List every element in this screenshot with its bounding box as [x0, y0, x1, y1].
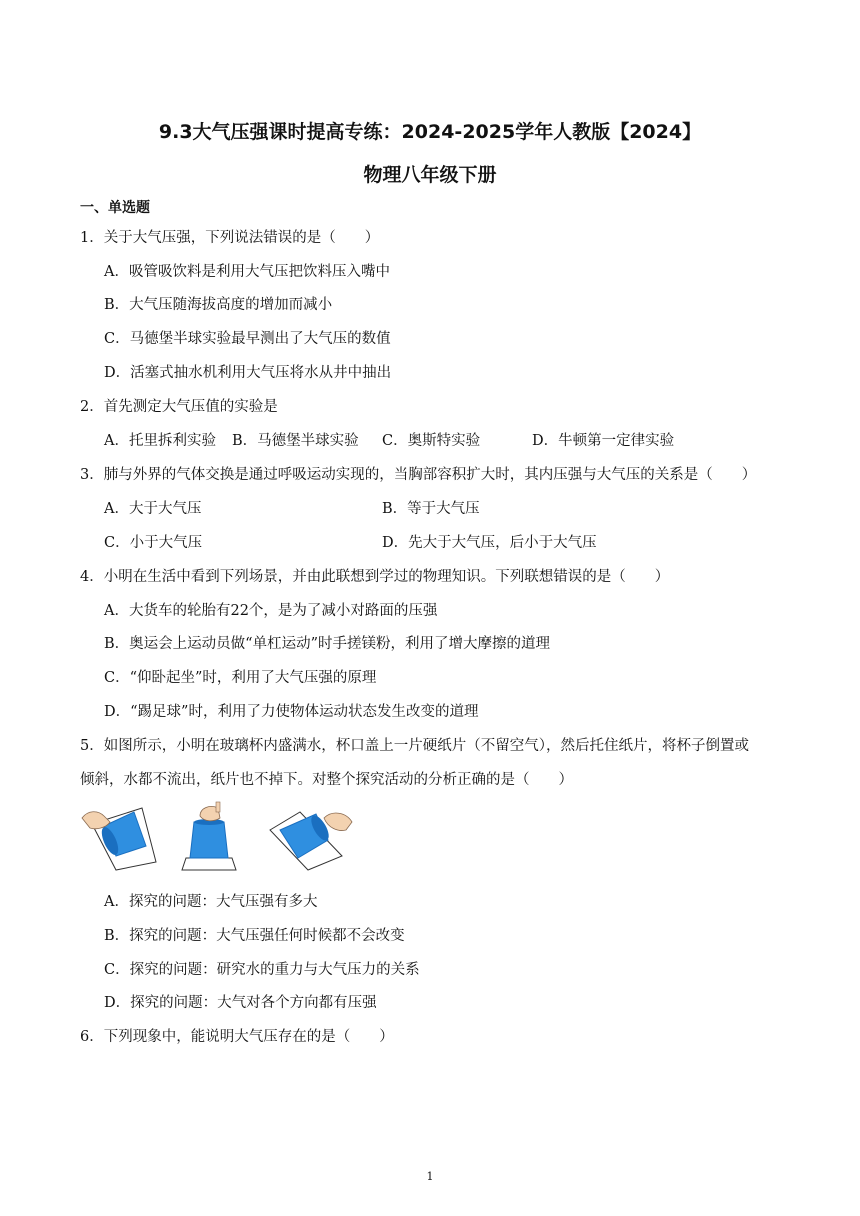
question-4-option-c: C．“仰卧起坐”时，利用了大气压强的原理: [104, 670, 377, 686]
question-2-option-b: B．马德堡半球实验: [232, 433, 359, 449]
question-6-stem: 6．下列现象中，能说明大气压存在的是（ ）: [80, 1029, 394, 1045]
page-title-line1: 9.3大气压强课时提高专练：2024-2025学年人教版【2024】: [158, 121, 702, 143]
question-4-stem: 4．小明在生活中看到下列场景，并由此联想到学过的物理知识。下列联想错误的是（ ）: [80, 569, 670, 585]
question-4-option-d: D．“踢足球”时，利用了力使物体运动状态发生改变的道理: [104, 704, 479, 720]
page-number: 1: [426, 1170, 434, 1183]
question-5-stem-line1: 5．如图所示，小明在玻璃杯内盛满水，杯口盖上一片硬纸片（不留空气），然后托住纸片，将杯子倒置或: [80, 738, 749, 754]
question-5-stem-line2: 倾斜，水都不流出，纸片也不掉下。对整个探究活动的分析正确的是（ ）: [80, 772, 573, 788]
question-5-option-c: C．探究的问题：研究水的重力与大气压力的关系: [104, 962, 420, 978]
tilted-cup-left-figure: [82, 808, 156, 870]
question-3-option-c: C．小于大气压: [104, 535, 203, 551]
tilted-cup-right-figure: [270, 812, 352, 870]
question-2-option-c: C．奥斯特实验: [382, 433, 481, 449]
question-3-stem: 3．肺与外界的气体交换是通过呼吸运动实现的，当胸部容积扩大时，其内压强与大气压的关系是（ ）: [80, 467, 757, 483]
question-5-option-d: D．探究的问题：大气对各个方向都有压强: [104, 995, 377, 1011]
question-1-option-c: C．马德堡半球实验最早测出了大气压的数值: [104, 331, 391, 347]
question-5-figure: [80, 800, 360, 874]
question-1-option-b: B．大气压随海拔高度的增加而减小: [104, 297, 333, 313]
question-2-stem: 2．首先测定大气压值的实验是: [80, 399, 278, 415]
question-2-option-d: D．牛顿第一定律实验: [532, 433, 675, 449]
section-heading: 一、单选题: [80, 200, 150, 216]
question-3-option-d: D．先大于大气压，后小于大气压: [382, 535, 597, 551]
question-1-option-d: D．活塞式抽水机利用大气压将水从井中抽出: [104, 365, 392, 381]
inverted-cup-center-figure: [182, 802, 236, 870]
question-1-stem: 1．关于大气压强，下列说法错误的是（ ）: [80, 230, 380, 246]
page-title-line2: 物理八年级下册: [363, 164, 497, 186]
question-3-option-a: A．大于大气压: [104, 501, 202, 517]
question-2-option-a: A．托里拆利实验: [104, 433, 216, 449]
question-1-option-a: A．吸管吸饮料是利用大气压把饮料压入嘴中: [104, 264, 390, 280]
question-4-option-b: B．奥运会上运动员做“单杠运动”时手搓镁粉，利用了增大摩擦的道理: [104, 636, 550, 652]
question-3-option-b: B．等于大气压: [382, 501, 480, 517]
question-4-option-a: A．大货车的轮胎有22个，是为了减小对路面的压强: [104, 603, 438, 619]
question-5-option-a: A．探究的问题：大气压强有多大: [104, 894, 318, 910]
question-5-option-b: B．探究的问题：大气压强任何时候都不会改变: [104, 928, 405, 944]
